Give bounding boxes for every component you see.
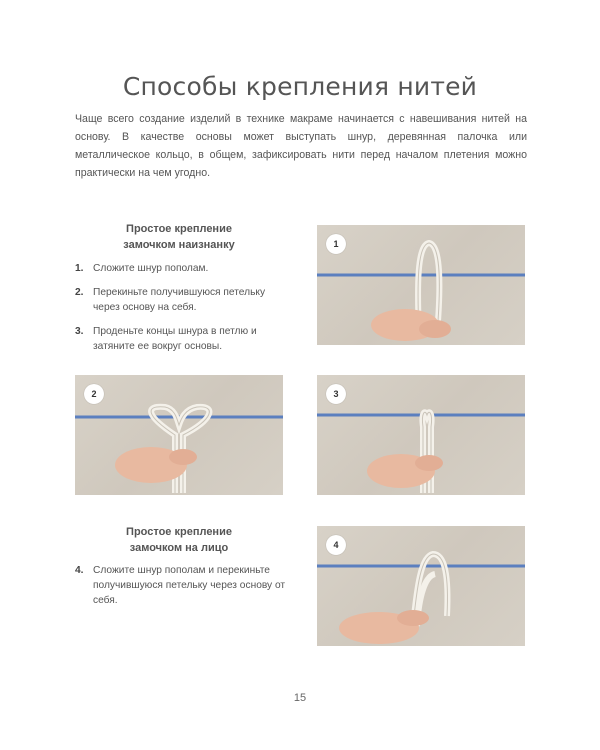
section2-title-line1: Простое крепление: [126, 526, 232, 538]
step-item: [75, 563, 287, 608]
section1-steps: [75, 261, 287, 363]
photo-illustration: [75, 375, 283, 495]
step-item: [75, 324, 287, 354]
photo-illustration: [317, 375, 525, 495]
section1-title-line2: замочком наизнанку: [123, 239, 235, 251]
section1-title-line1: Простое крепление: [126, 223, 232, 235]
step-number: 1.: [75, 263, 84, 274]
photo-illustration: [317, 526, 525, 646]
step-item: [75, 285, 287, 315]
section2-title: [75, 524, 283, 556]
photo-badge: 4: [326, 535, 346, 555]
photo-step-4: [317, 526, 525, 646]
step-number: 4.: [75, 565, 84, 576]
step-number: 2.: [75, 287, 84, 298]
intro-paragraph: Чаще всего создание изделий в технике макраме начинается с навешивания нитей на основу. В качестве основы может выступать шнур, деревянная палочка или металлическое кольцо, в общем, зафиксировать нити перед началом плетения можно практически на чем угодно.: [75, 113, 527, 179]
step-text: Проденьте концы шнура в петлю и затяните ее вокруг основы.: [93, 326, 257, 352]
photo-illustration: [317, 225, 525, 345]
page-number: 15: [293, 692, 307, 704]
step-text: Сложите шнур пополам.: [93, 263, 209, 274]
photo-badge: 2: [84, 384, 104, 404]
section1-title: [75, 221, 283, 253]
section2-steps: [75, 563, 287, 617]
photo-step-3: [317, 375, 525, 495]
photo-step-1: [317, 225, 525, 345]
step-item: [75, 261, 287, 276]
photo-badge: 3: [326, 384, 346, 404]
page-title: Способы крепления нитей: [122, 72, 478, 101]
photo-step-2: [75, 375, 283, 495]
section2-title-line2: замочком на лицо: [129, 542, 229, 554]
step-text: Перекиньте получившуюся петельку через основу на себя.: [93, 287, 266, 313]
step-text: Сложите шнур пополам и перекиньте получившуюся петельку через основу от себя.: [93, 565, 286, 606]
photo-badge: 1: [326, 234, 346, 254]
step-number: 3.: [75, 326, 84, 337]
